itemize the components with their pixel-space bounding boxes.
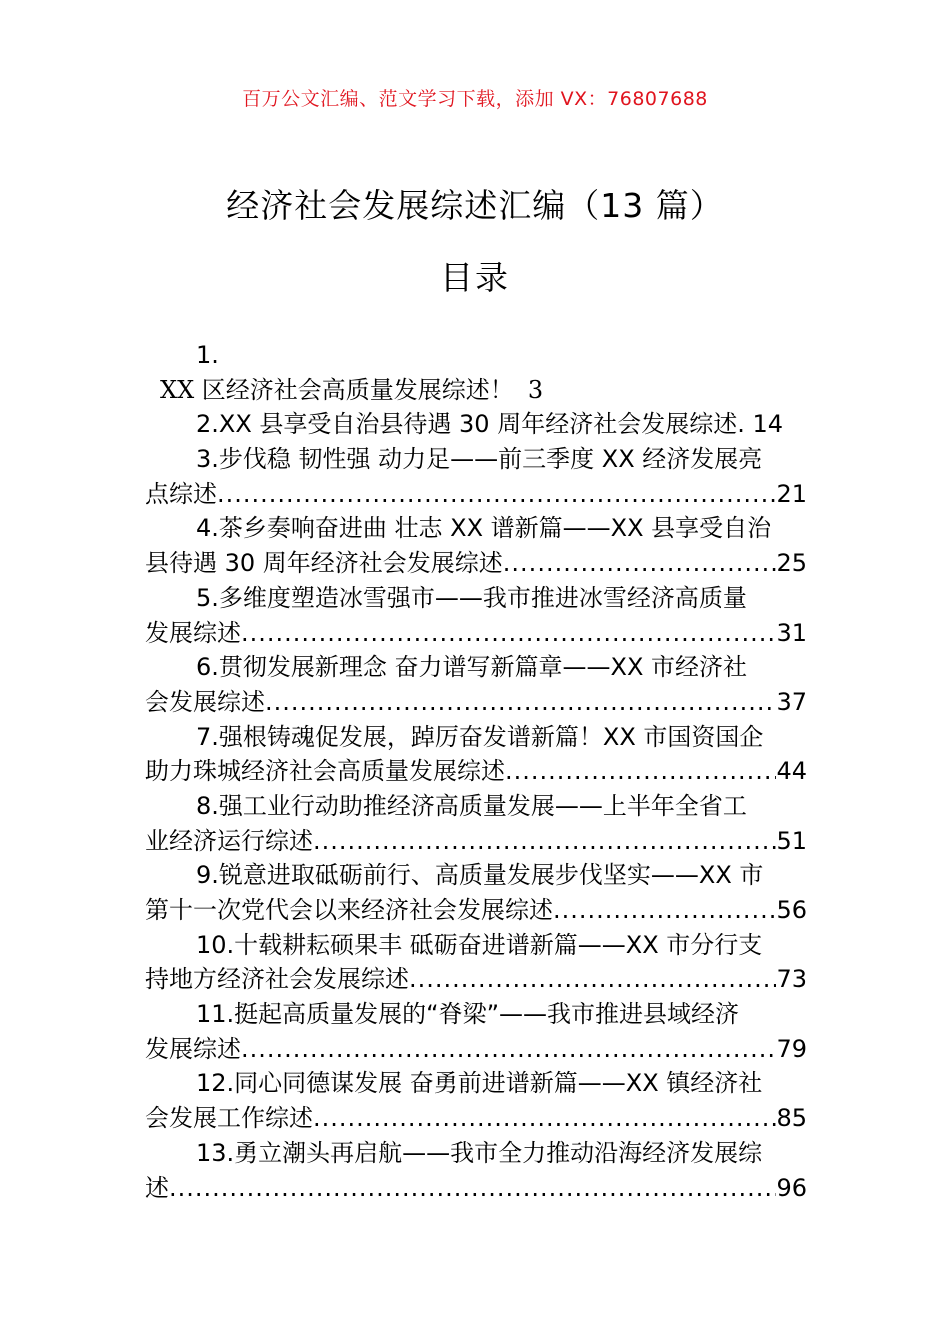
leader-dots — [503, 546, 777, 581]
toc-entry-9-line1[interactable]: 9.锐意进取砥砺前行、高质量发展步伐坚实——XX 市 — [196, 861, 764, 890]
toc-entry-10-line1[interactable]: 10.十载耕耘硕果丰 砥砺奋进谱新篇——XX 市分行支 — [196, 930, 763, 959]
toc-entry-page: 3 — [527, 375, 544, 404]
table-of-contents — [145, 338, 807, 1205]
toc-entry-11-line2[interactable] — [145, 1032, 807, 1067]
toc-entry-page: 31 — [776, 618, 807, 647]
toc-entry-page: 79 — [776, 1034, 807, 1063]
leader-dots — [241, 616, 776, 651]
toc-entry-title: 会发展综述 — [145, 687, 265, 716]
toc-entry-page: 56 — [776, 896, 807, 924]
header-note: 百万公文汇编、范文学习下载，添加 VX：76807688 — [242, 88, 708, 110]
leader-dots — [313, 1101, 776, 1136]
toc-entry-page: 21 — [776, 479, 807, 508]
toc-entry-10-line2[interactable] — [145, 962, 807, 997]
leader-dots — [241, 1032, 776, 1067]
toc-entry-13-line2[interactable] — [145, 1171, 807, 1206]
toc-entry-3-line2[interactable] — [145, 477, 807, 512]
toc-entry-title: XX 区经济社会高质量发展综述！ — [160, 375, 514, 404]
toc-entry-title: 县待遇 30 周年经济社会发展综述 — [145, 549, 503, 578]
toc-entry-6-line1[interactable]: 6.贯彻发展新理念 奋力谱写新篇章——XX 市经济社 — [196, 653, 748, 682]
leader-dots — [265, 685, 776, 720]
toc-entry-title: 发展综述 — [145, 618, 241, 647]
leader-dots — [313, 824, 776, 859]
toc-entry-page: 44 — [776, 757, 807, 786]
toc-entry-title: 持地方经济社会发展综述 — [145, 965, 409, 994]
toc-entry-5-line2[interactable] — [145, 616, 807, 651]
toc-entry-page: 73 — [776, 965, 807, 994]
toc-entry-title: 助力珠城经济社会高质量发展综述 — [145, 757, 505, 786]
leader-dots — [169, 1171, 776, 1206]
toc-entry-4-line2[interactable] — [145, 546, 807, 581]
toc-entry-11-line1[interactable]: 11.挺起高质量发展的“脊梁”——我市推进县域经济 — [196, 1000, 740, 1029]
toc-entry-6-line2[interactable] — [145, 685, 807, 720]
leader-dots — [505, 754, 776, 789]
toc-entry-title: 点综述 — [145, 479, 217, 508]
leader-dots — [409, 962, 776, 997]
toc-entry-5-line1[interactable]: 5.多维度塑造冰雪强市——我市推进冰雪经济高质量 — [196, 583, 747, 612]
toc-entry-title: 会发展工作综述 — [145, 1104, 313, 1133]
toc-entry-7-line2[interactable] — [145, 754, 807, 789]
toc-entry-page: 96 — [776, 1173, 807, 1202]
toc-entry-title: 述 — [145, 1173, 169, 1202]
leader-dots — [217, 477, 776, 512]
toc-entry-page: 37 — [776, 687, 807, 716]
toc-heading: 目录 — [440, 258, 510, 297]
toc-entry-title: 第十一次党代会以来经济社会发展综述 — [145, 896, 553, 924]
toc-entry-page: 25 — [776, 549, 807, 578]
toc-entry-4-line1[interactable]: 4.茶乡奏响奋进曲 壮志 XX 谱新篇——XX 县享受自治 — [196, 514, 772, 543]
toc-entry-9-line2[interactable] — [145, 893, 807, 928]
toc-entry-title: 发展综述 — [145, 1034, 241, 1063]
toc-entry-page: 51 — [776, 826, 807, 855]
toc-entry-1[interactable] — [145, 373, 807, 408]
toc-entry-page: 85 — [776, 1104, 807, 1133]
toc-entry-7-line1[interactable]: 7.强根铸魂促发展，踔厉奋发谱新篇！XX 市国资国企 — [196, 722, 764, 751]
toc-entry-8-line2[interactable] — [145, 824, 807, 859]
toc-entry-title: 业经济运行综述 — [145, 826, 313, 855]
toc-entry-3-line1[interactable]: 3.步伐稳 韧性强 动力足——前三季度 XX 经济发展亮 — [196, 445, 763, 474]
toc-entry-12-line1[interactable]: 12.同心同德谋发展 奋勇前进谱新篇——XX 镇经济社 — [196, 1069, 763, 1098]
toc-entry-13-line1[interactable]: 13.勇立潮头再启航——我市全力推动沿海经济发展综 — [196, 1138, 763, 1167]
toc-entry-2[interactable]: 2.XX 县享受自治县待遇 30 周年经济社会发展综述. 14 — [196, 410, 784, 439]
toc-entry-1-number: 1. — [196, 341, 219, 369]
toc-entry-12-line2[interactable] — [145, 1101, 807, 1136]
leader-dots — [553, 893, 776, 928]
toc-entry-8-line1[interactable]: 8.强工业行动助推经济高质量发展——上半年全省工 — [196, 791, 747, 820]
document-title: 经济社会发展综述汇编（13 篇） — [226, 186, 724, 225]
